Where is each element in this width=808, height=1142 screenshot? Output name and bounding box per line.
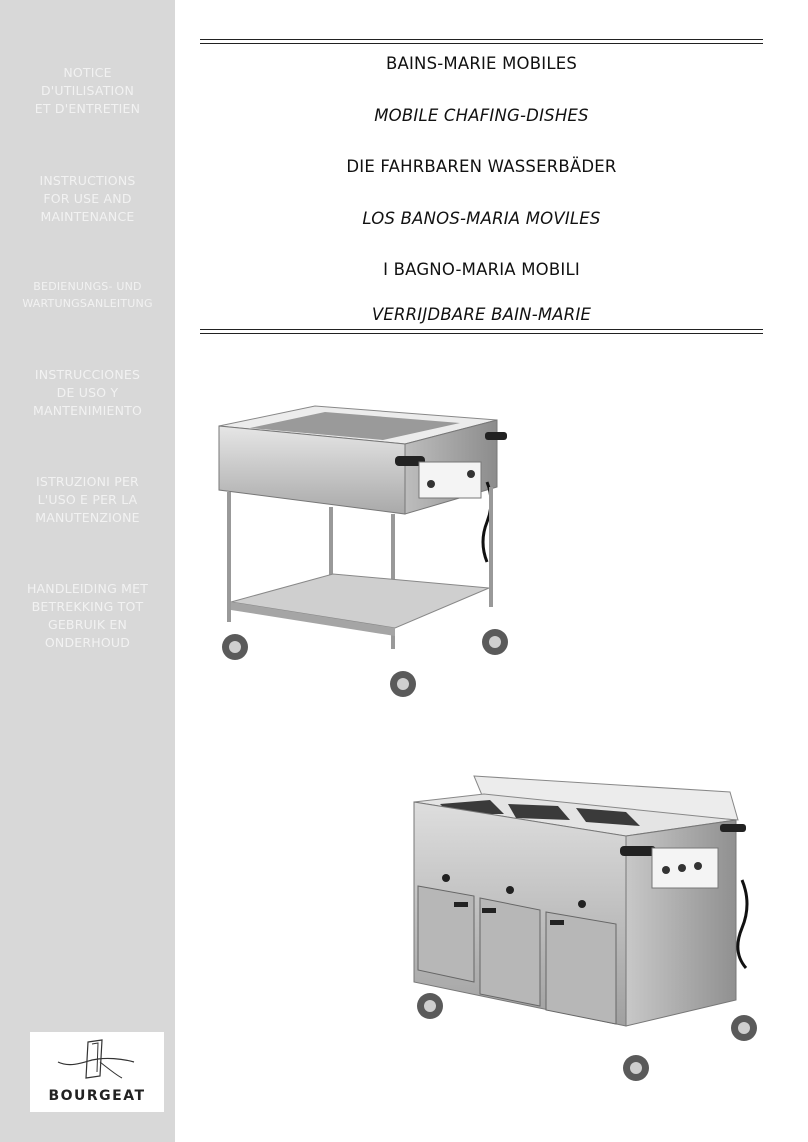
logo-text: BOURGEAT <box>48 1088 146 1104</box>
sidebar-line: BEDIENUNGS- UND <box>33 280 142 293</box>
sidebar-item-de <box>0 278 175 312</box>
logo-mark-icon <box>30 1032 164 1088</box>
sidebar-line: INSTRUCCIONES <box>34 367 141 382</box>
sidebar-line: DE USO Y <box>56 385 119 400</box>
sidebar-line: BETREKKING TOT <box>31 599 144 614</box>
sidebar-line: MAINTENANCE <box>40 209 135 224</box>
sidebar-line: D'UTILISATION <box>40 83 135 98</box>
sidebar-line: WARTUNGSANLEITUNG <box>22 297 153 310</box>
title-de: DIE FAHRBAREN WASSERBÄDER <box>346 157 617 176</box>
sidebar-line: MANUTENZIONE <box>35 510 140 525</box>
sidebar-line: L'USO E PER LA <box>37 492 138 507</box>
sidebar-item-fr <box>0 64 175 118</box>
bottom-rule <box>200 329 763 334</box>
title-en: MOBILE CHAFING-DISHES <box>374 106 589 125</box>
triple-bain-marie-photo <box>400 770 768 1090</box>
title-it: I BAGNO-MARIA MOBILI <box>383 260 580 279</box>
sidebar-line: ET D'ENTRETIEN <box>34 101 141 116</box>
sidebar-item-it <box>0 473 175 527</box>
sidebar-line: NOTICE <box>63 65 112 80</box>
bourgeat-logo <box>30 1032 164 1112</box>
title-fr: BAINS-MARIE MOBILES <box>385 54 578 73</box>
title-es: LOS BANOS-MARIA MOVILES <box>362 209 601 228</box>
sidebar-line: FOR USE AND <box>43 191 132 206</box>
sidebar-line: GEBRUIK EN <box>47 617 128 632</box>
sidebar-line: ONDERHOUD <box>44 635 131 650</box>
sidebar-item-es <box>0 366 175 420</box>
single-bain-marie-photo <box>205 392 525 722</box>
sidebar-item-en <box>0 172 175 226</box>
sidebar-item-nl <box>0 580 175 652</box>
sidebar-line: HANDLEIDING MET <box>26 581 149 596</box>
sidebar-line: INSTRUCTIONS <box>39 173 136 188</box>
sidebar <box>0 0 175 1142</box>
sidebar-line: MANTENIMIENTO <box>32 403 143 418</box>
top-rule <box>200 39 763 44</box>
title-nl: VERRIJDBARE BAIN-MARIE <box>371 305 592 324</box>
sidebar-line: ISTRUZIONI PER <box>36 474 139 489</box>
